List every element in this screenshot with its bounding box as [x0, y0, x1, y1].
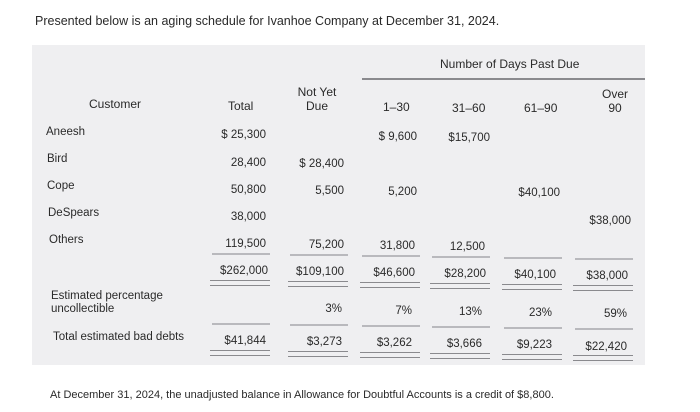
row-not-yet-due: $ 28,400: [299, 158, 344, 170]
row-total: $ 25,300: [221, 129, 266, 141]
row-total: 28,400: [230, 157, 266, 169]
bad-debts-rule: [212, 323, 270, 325]
bad-debts-double-rule: [430, 353, 490, 359]
days-past-due-header: Number of Days Past Due: [440, 57, 580, 71]
bad-debts-label: Total estimated bad debts: [53, 331, 185, 343]
percent-not-yet-due: 3%: [325, 303, 342, 315]
row-not-yet-due: 5,500: [315, 185, 344, 197]
subtotal-rule: [575, 258, 633, 260]
grand-total: $262,000: [220, 265, 268, 277]
subtotal-rule: [362, 255, 420, 257]
bad-debts-rule: [575, 328, 633, 330]
total-double-rule: [502, 284, 562, 290]
bad-debts-total: $41,844: [224, 335, 266, 347]
bad-debts-rule: [504, 327, 562, 329]
allowance-note: At December 31, 2024, the unadjusted balance in Allowance for Doubtful Accounts is a credit of $8,800.: [50, 389, 554, 401]
percent-label-line1: Estimated percentage: [51, 290, 163, 302]
total-double-rule: [360, 282, 420, 288]
total-double-rule: [573, 285, 633, 291]
not-yet-due-header-line2: Due: [305, 99, 328, 113]
bad-debts-31-60: $3,666: [446, 338, 482, 350]
percent-over-90: 59%: [603, 308, 627, 320]
row-total: 119,500: [225, 238, 266, 250]
total-column-header: Total: [228, 99, 254, 113]
total-double-rule: [288, 281, 348, 287]
customer-column-header: Customer: [89, 97, 142, 111]
customer-name: Cope: [47, 180, 75, 192]
total-over-90: $38,000: [586, 270, 628, 282]
customer-name: Bird: [47, 153, 68, 165]
over-90-header-line1: Over: [601, 87, 628, 101]
row-total: 50,800: [230, 184, 266, 196]
not-yet-due-header-line1: Not Yet: [297, 85, 337, 99]
header-rule: [362, 78, 645, 80]
bad-debts-double-rule: [573, 355, 633, 361]
bad-debts-double-rule: [210, 350, 270, 356]
subtotal-rule: [290, 254, 348, 256]
customer-name: DeSpears: [48, 207, 100, 219]
total-1-30: $46,600: [373, 267, 415, 279]
bad-debts-rule: [432, 326, 490, 328]
bad-debts-rule: [362, 325, 420, 327]
row-1-30: 5,200: [388, 186, 417, 198]
total-31-60: $28,200: [444, 268, 486, 280]
customer-name: Others: [49, 234, 84, 246]
bad-debts-rule: [290, 324, 348, 326]
subtotal-rule: [504, 257, 562, 259]
percent-label-line2: uncollectible: [51, 303, 115, 315]
intro-text: Presented below is an aging schedule for Ivanhoe Company at December 31, 2024.: [35, 14, 500, 28]
row-31-60: 12,500: [449, 241, 485, 253]
customer-name: Aneesh: [46, 126, 86, 138]
bad-debts-double-rule: [288, 351, 348, 357]
percent-1-30: 7%: [395, 305, 412, 317]
total-double-rule: [430, 283, 490, 289]
bad-debts-1-30: $3,262: [376, 337, 412, 349]
days-1-30-header: 1–30: [383, 100, 410, 114]
days-61-90-header: 61–90: [524, 101, 558, 115]
total-not-yet-due: $109,100: [296, 266, 344, 278]
subtotal-rule: [212, 253, 270, 255]
total-61-90: $40,100: [514, 269, 556, 281]
row-31-60: $15,700: [448, 132, 490, 144]
row-total: 38,000: [230, 211, 266, 223]
percent-61-90: 23%: [528, 307, 552, 319]
row-1-30: $ 9,600: [378, 131, 417, 143]
percent-31-60: 13%: [458, 306, 482, 318]
bad-debts-over-90: $22,420: [585, 341, 627, 353]
subtotal-rule: [432, 256, 490, 258]
over-90-header-line2: 90: [608, 101, 622, 115]
bad-debts-double-rule: [502, 354, 562, 360]
row-not-yet-due: 75,200: [308, 239, 344, 251]
row-61-90: $40,100: [518, 187, 560, 199]
row-over-90: $38,000: [589, 215, 631, 227]
bad-debts-not-yet-due: $3,273: [306, 336, 342, 348]
total-double-rule: [210, 280, 270, 286]
bad-debts-61-90: $9,223: [516, 339, 552, 351]
row-1-30: 31,800: [379, 240, 415, 252]
days-31-60-header: 31–60: [452, 101, 486, 115]
bad-debts-double-rule: [360, 352, 420, 358]
